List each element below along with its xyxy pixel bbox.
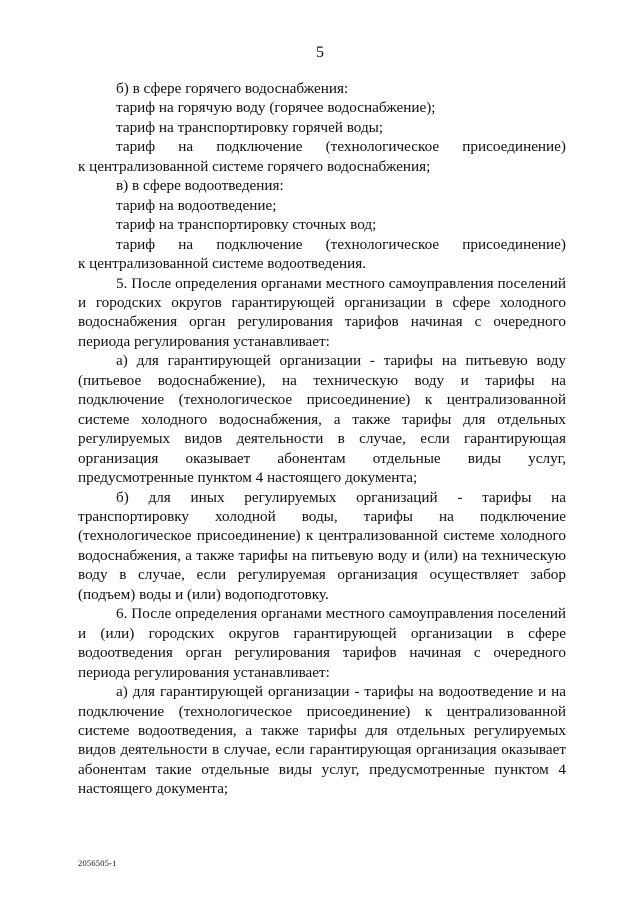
paragraph: 5. После определения органами местного самоуправления поселений и городских округов гарантирующей организации в сфере холодного водоснабжения орган регулирования тарифов начиная с очередного периода регулирования устанавливает: — [78, 274, 566, 350]
paragraph: тариф на подключение (технологическое присоединение) — [116, 138, 566, 156]
paragraph: тариф на транспортировку сточных вод; — [116, 216, 377, 234]
paragraph: а) для гарантирующей организации - тарифы на питьевую воду (питьевое водоснабжение), на техническую воду и тарифы на подключение (технологическое присоединение) к централизованной системе холодного водоснабжения, а также тарифы для отдельных регулируемых видов деятельности в случае, если гарантирующая организация оказывает абонентам отдельные виды услуг, предусмотренные пунктом 4 настоящего документа; — [78, 352, 566, 487]
paragraph: тариф на транспортировку горячей воды; — [116, 118, 384, 136]
paragraph: 6. После определения органами местного самоуправления поселений и (или) городских округов гарантирующей организации в сфере водоотведения орган регулирования тарифов начиная с очередного периода регулирования устанавливает: — [78, 605, 566, 681]
document-body — [78, 79, 566, 799]
paragraph: к централизованной системе водоотведения. — [78, 255, 366, 273]
paragraph: тариф на подключение (технологическое присоединение) — [116, 235, 566, 253]
paragraph: б) в сфере горячего водоснабжения: — [116, 80, 349, 97]
paragraph: тариф на горячую воду (горячее водоснабжение); — [116, 99, 436, 117]
paragraph: тариф на водоотведение; — [116, 196, 277, 214]
paragraph: б) для иных регулируемых организаций - тарифы на транспортировку холодной воды, тарифы на подключение (технологическое присоединение) к централизованной системе холодного водоснабжения, а также тарифы на питьевую воду и (или) на техническую воду в случае, если регулируемая организация осуществляет забор (подъем) воды и (или) водоподготовку. — [78, 488, 566, 603]
document-footer-code: 2056505-1 — [78, 858, 117, 868]
paragraph: а) для гарантирующей организации - тарифы на водоотведение и на подключение (технологическое присоединение) к централизованной системе водоотведения, а также тарифы для отдельных регулируемых видов деятельности в случае, если гарантирующая организация оказывает абонентам такие отдельные виды услуг, предусмотренные пунктом 4 настоящего документа; — [78, 683, 566, 798]
paragraph: к централизованной системе горячего водоснабжения; — [78, 157, 431, 175]
page-number: 5 — [316, 44, 324, 61]
paragraph: в) в сфере водоотведения: — [116, 177, 284, 195]
